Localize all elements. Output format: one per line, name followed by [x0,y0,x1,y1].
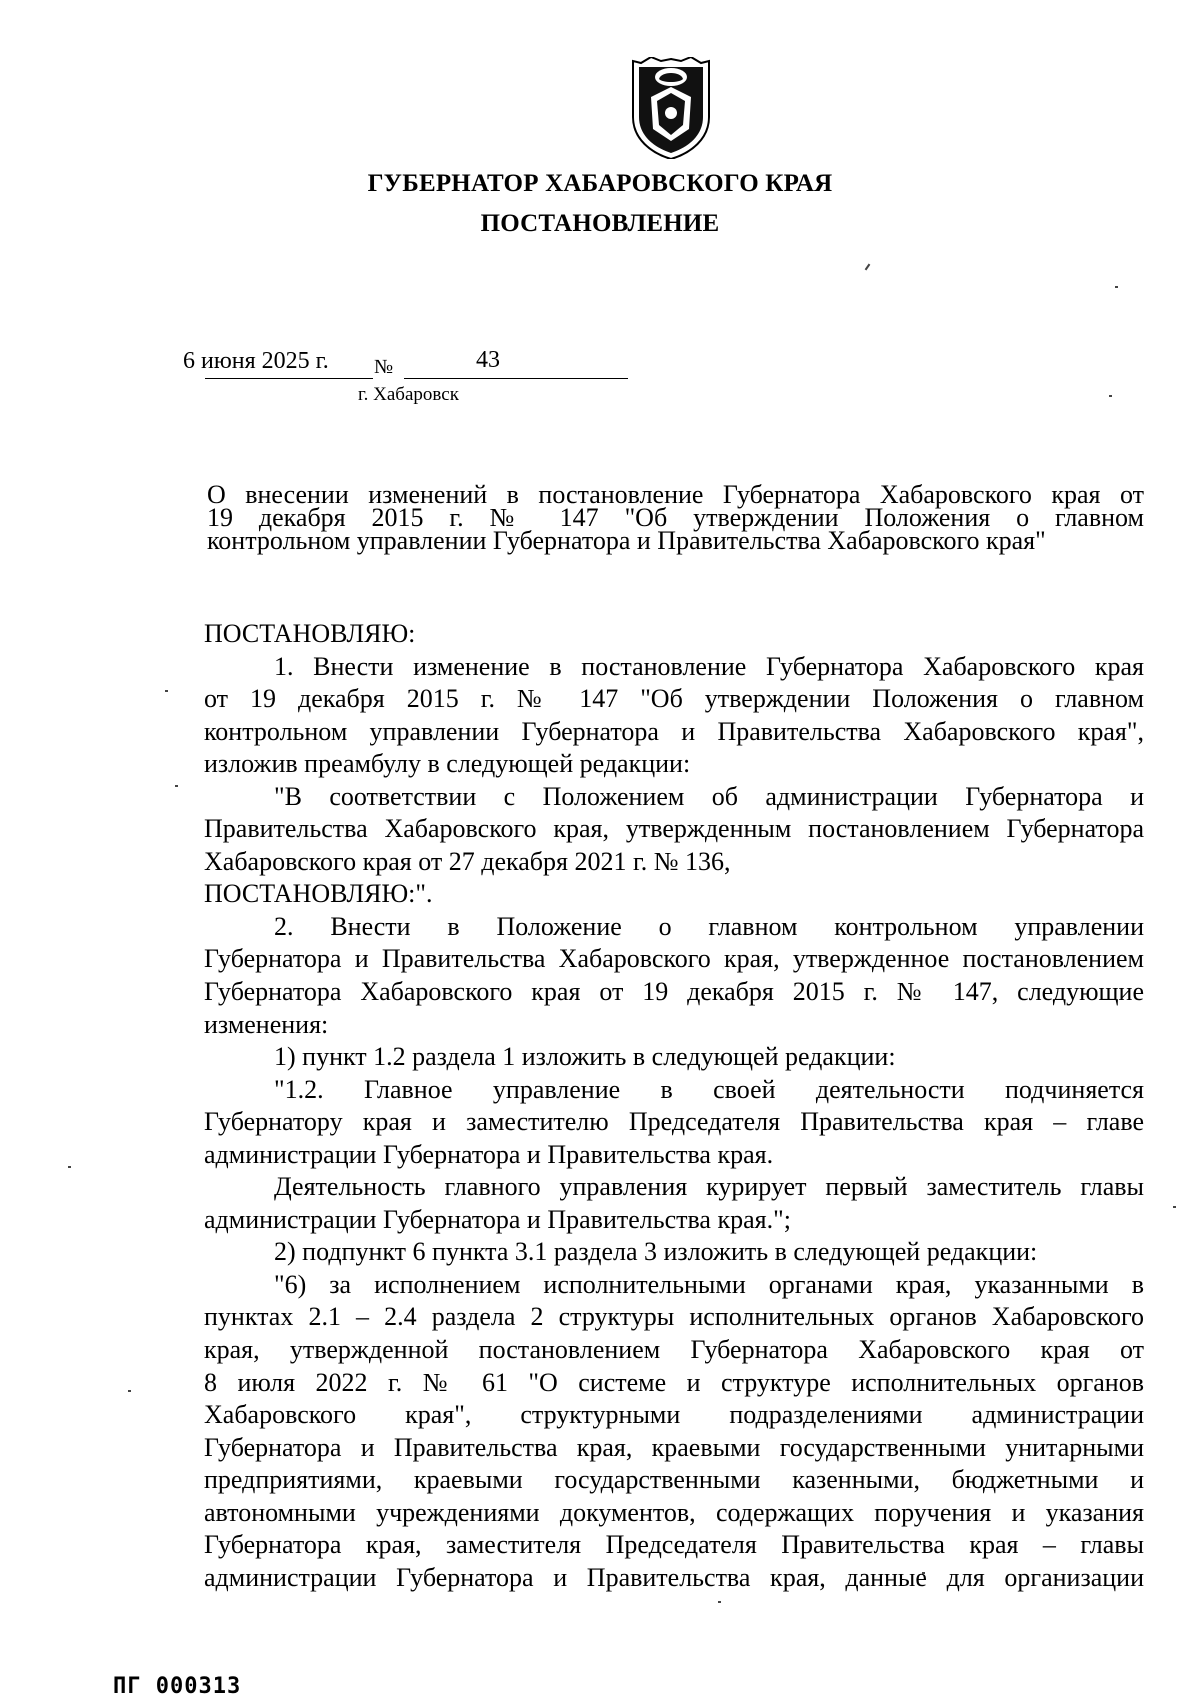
scan-speck [865,264,871,271]
document-body [204,618,1144,1594]
body-line: контрольном управлении Губернатора и Правительства Хабаровского края", [204,716,1144,746]
title-line: контрольном управлении Губернатора и Правительства Хабаровского края" [207,526,1046,555]
document-number-label: № [374,356,394,378]
body-line: "В соответствии с Положением об администрации Губернатора и [274,781,1144,811]
body-line: 1) пункт 1.2 раздела 1 изложить в следующей редакции: [274,1042,896,1072]
title-line: 19 декабря 2015 г. № 147 "Об утверждении Положения о главном [207,503,1144,532]
body-line: 2. Внести в Положение о главном контрольном управлении [274,911,1144,941]
body-line: "1.2. Главное управление в своей деятельности подчиняется [274,1074,1144,1104]
body-line: предприятиями, краевыми государственными казенными, бюджетными и [204,1465,1144,1495]
coat-of-arms-icon [631,57,711,159]
body-line: Губернатора и Правительства края, краевыми государственными унитарными [204,1432,1144,1462]
scan-speck [165,690,168,692]
body-line: Деятельность главного управления курирует первый заместитель главы [274,1172,1144,1202]
document-number: 43 [476,347,500,373]
body-line: изменения: [204,1009,329,1039]
document-type-heading: ПОСТАНОВЛЕНИЕ [480,210,720,237]
body-line: Губернатора и Правительства Хабаровского края, утвержденное постановлением [204,944,1144,974]
body-line: Губернатору края и заместителю Председателя Правительства края – главе [204,1107,1144,1137]
title-line: О внесении изменений в постановление Губернатора Хабаровского края от [207,480,1144,509]
organization-heading: ГУБЕРНАТОР ХАБАРОВСКОГО КРАЯ [367,170,833,197]
document-title [207,480,1144,555]
body-line: Губернатора края, заместителя Председателя Правительства края – главы [204,1530,1144,1560]
body-line: администрации Губернатора и Правительства края, данные для организации [204,1562,1144,1592]
scan-speck [128,1390,131,1392]
body-line: изложив преамбулу в следующей редакции: [204,749,691,779]
scan-speck [1115,286,1118,288]
scan-speck [1173,1206,1176,1208]
body-line: Хабаровского края от 27 декабря 2021 г. № 136, [204,846,731,876]
scan-speck [175,785,178,787]
scan-speck [1109,395,1112,397]
body-line: администрации Губернатора и Правительства края. [204,1139,774,1169]
body-line: "6) за исполнением исполнительными органами края, указанными в [274,1269,1144,1299]
body-line: пунктах 2.1 – 2.4 раздела 2 структуры исполнительных органов Хабаровского [204,1302,1144,1332]
body-line: ПОСТАНОВЛЯЮ:". [204,879,433,909]
body-line: автономными учреждениями документов, содержащих поручения и указания [204,1497,1144,1527]
body-line: администрации Губернатора и Правительства края."; [204,1204,791,1234]
form-serial-number: ПГ 000313 [113,1674,242,1699]
body-line: края, утвержденной постановлением Губернатора Хабаровского края от [204,1335,1144,1365]
scan-speck [68,1166,71,1168]
body-line: Губернатора Хабаровского края от 19 декабря 2015 г. № 147, следующие [204,977,1144,1007]
body-line: Правительства Хабаровского края, утвержденным постановлением Губернатора [204,814,1144,844]
body-line: Хабаровского края", структурными подразделениями администрации [204,1400,1144,1430]
document-date: 6 июня 2025 г. [183,348,329,374]
date-underline [205,378,373,379]
city-label: г. Хабаровск [358,384,459,405]
body-line: 8 июля 2022 г. № 61 "О системе и структуре исполнительных органов [204,1367,1144,1397]
scan-speck [718,1601,721,1603]
body-line: 1. Внести изменение в постановление Губернатора Хабаровского края [274,651,1144,681]
body-line: 2) подпункт 6 пункта 3.1 раздела 3 изложить в следующей редакции: [274,1237,1038,1267]
number-underline [404,378,628,379]
body-line: от 19 декабря 2015 г. № 147 "Об утверждении Положения о главном [204,684,1144,714]
resolution-heading: ПОСТАНОВЛЯЮ: [204,619,416,648]
